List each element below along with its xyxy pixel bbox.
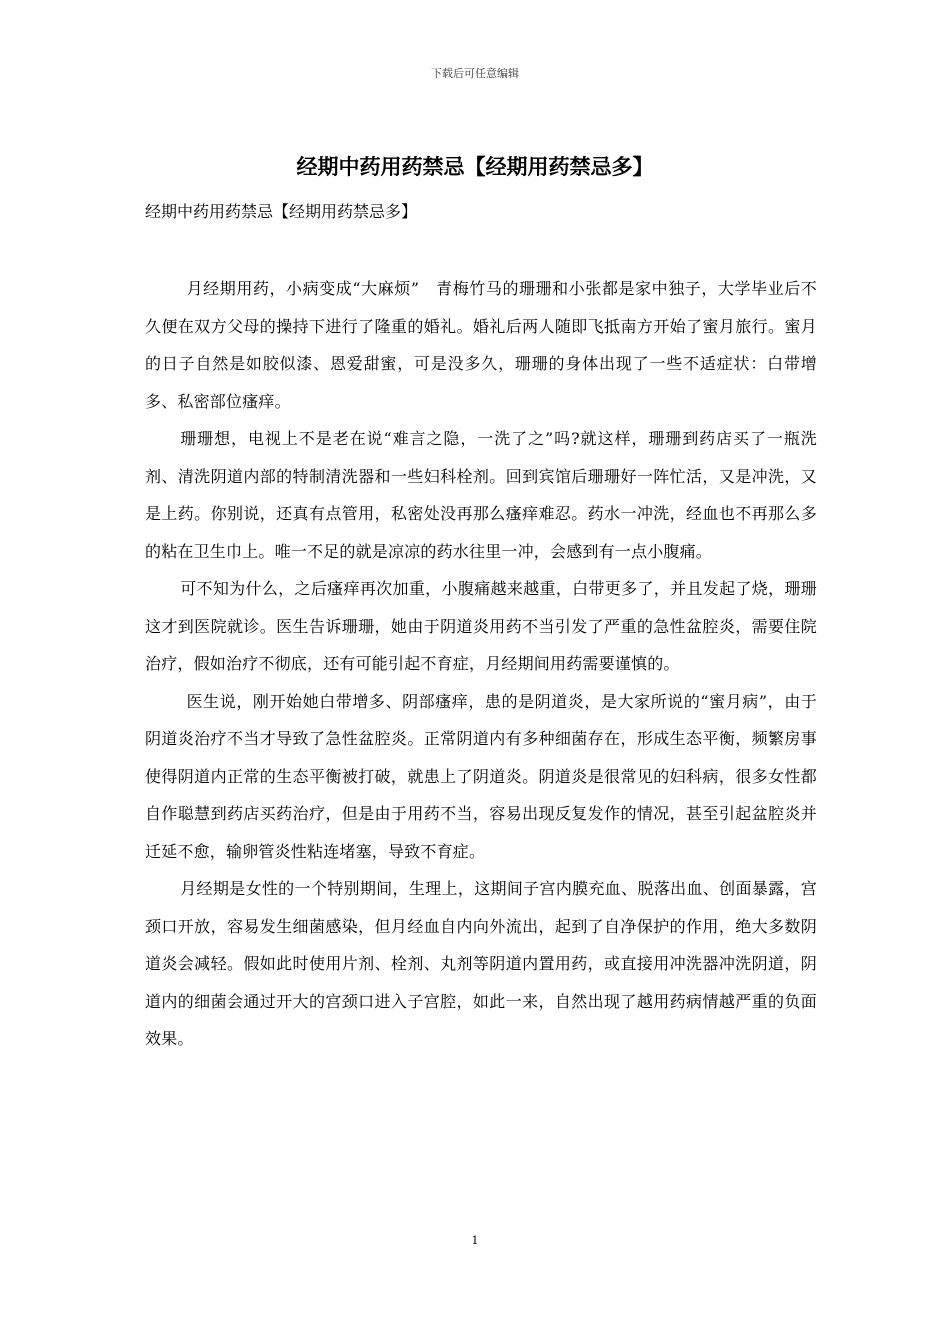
body-paragraph: 可不知为什么，之后瘙痒再次加重，小腹痛越来越重，白带更多了，并且发起了烧，珊珊这才到医院就诊。医生告诉珊珊，她由于阴道炎用药不当引发了严重的急性盆腔炎，需要住院治疗，假如治疗不彻底，还有可能引起不育症，月经期间用药需要谨慎的。 (145, 579, 817, 673)
document-body (145, 270, 817, 1058)
body-paragraph: 医生说，刚开始她白带增多、阴部瘙痒，患的是阴道炎，是大家所说的“蜜月病”，由于阴道炎治疗不当才导致了急性盆腔炎。正常阴道内有多种细菌存在，形成生态平衡，频繁房事使得阴道内正常的生态平衡被打破，就患上了阴道炎。阴道炎是很常见的妇科病，很多女性都自作聪慧到药店买药治疗，但是由于用药不当，容易出现反复发作的情况，甚至引起盆腔炎并迁延不愈，输卵管炎性粘连堵塞，导致不育症。 (145, 691, 817, 861)
document-title: 经期中药用药禁忌【经期用药禁忌多】 (296, 154, 654, 179)
document-subtitle: 经期中药用药禁忌【经期用药禁忌多】 (145, 202, 418, 221)
page-header-note: 下载后可任意编辑 (431, 67, 519, 80)
body-paragraph: 月经期用药，小病变成“大麻烦” 青梅竹马的珊珊和小张都是家中独子，大学毕业后不久便在双方父母的操持下进行了隆重的婚礼。婚礼后两人随即飞抵南方开始了蜜月旅行。蜜月的日子自然是如胶似漆、恩爱甜蜜，可是没多久，珊珊的身体出现了一些不适症状：白带增多、私密部位瘙痒。 (145, 279, 817, 411)
body-paragraph: 月经期是女性的一个特别期间，生理上，这期间子宫内膜充血、脱落出血、创面暴露，宫颈口开放，容易发生细菌感染，但月经血自内向外流出，起到了自净保护的作用，绝大多数阴道炎会减轻。假如此时使用片剂、栓剂、丸剂等阴道内置用药，或直接用冲洗器冲洗阴道，阴道内的细菌会通过开大的宫颈口进入子宫腔，如此一来，自然出现了越用药病情越严重的负面效果。 (145, 879, 817, 1048)
page-number: 1 (471, 1234, 479, 1247)
body-paragraph: 珊珊想，电视上不是老在说“难言之隐，一洗了之”吗?就这样，珊珊到药店买了一瓶洗剂、清洗阴道内部的特制清洗器和一些妇科栓剂。回到宾馆后珊珊好一阵忙活，又是冲洗，又是上药。你别说，还真有点管用，私密处没再那么瘙痒难忍。药水一冲洗，经血也不再那么多的粘在卫生巾上。唯一不足的就是凉凉的药水往里一冲，会感到有一点小腹痛。 (145, 429, 817, 561)
